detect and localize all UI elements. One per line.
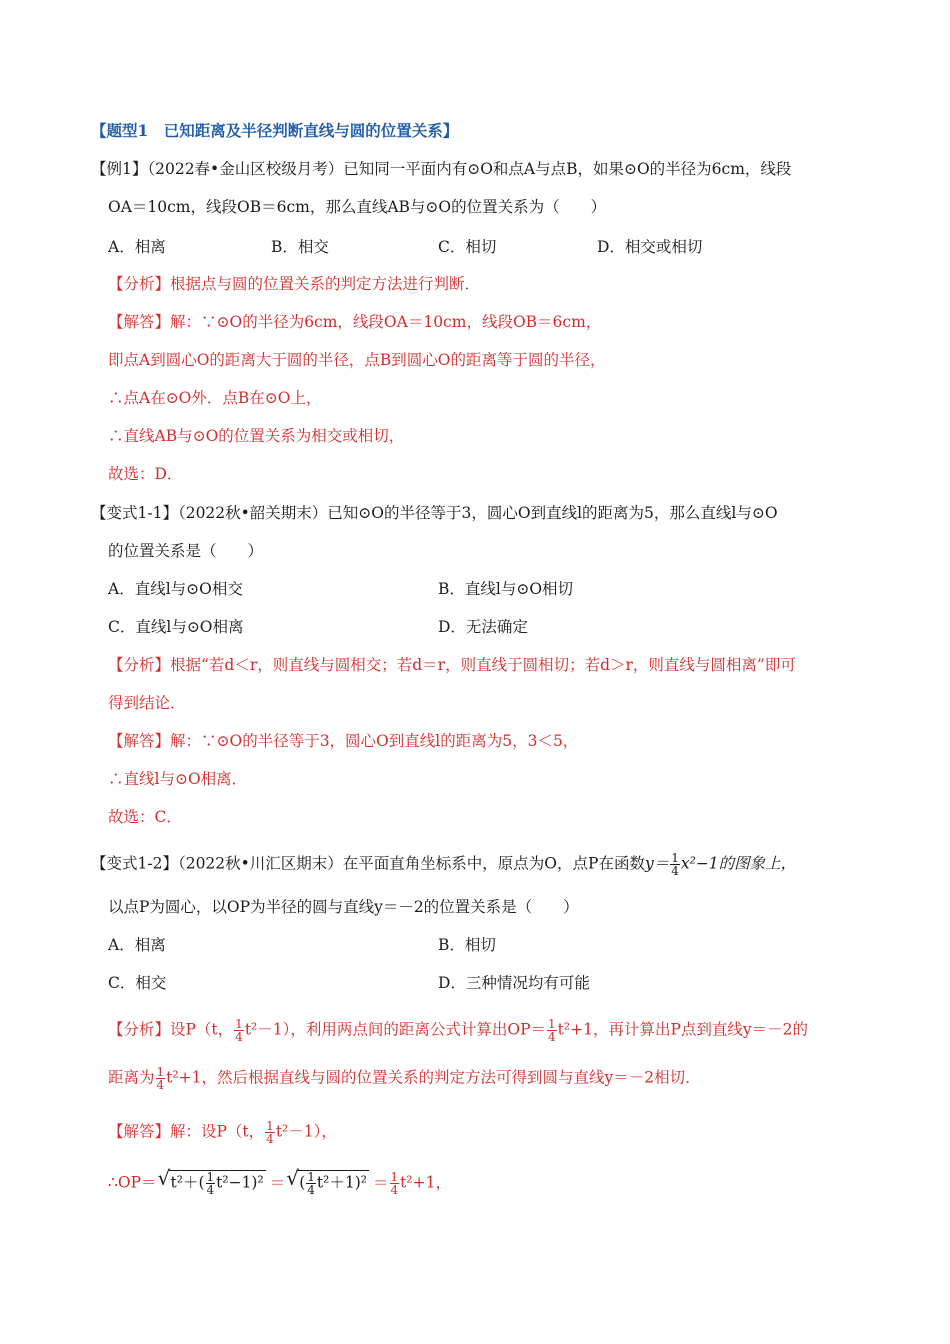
var12-answer-line1: 【解答】解：设P（t， $\frac{1}{4}$ t²－1），: [108, 1119, 337, 1146]
section-heading: 【题型1 已知距离及半径判断直线与圆的位置关系】: [91, 121, 459, 140]
var11-question-line2: 的位置关系是（ ）: [108, 542, 264, 560]
var12-option-b: B．相切: [438, 936, 496, 954]
sqrt-expression: √ ( $\frac{1}{4}$ t²＋1)²: [297, 1170, 369, 1196]
sqrt-expression: √ t²＋( $\frac{1}{4}$ t²−1)²: [169, 1170, 266, 1196]
var12-answer-line2: ∴OP＝√ t²＋( $\frac{1}{4}$ t²−1)² ＝√ ( $\frac{1}{4}$ t²＋1)² ＝ $\frac{1}{4}$ t²+1，: [108, 1170, 451, 1196]
var11-answer-line: ∴直线l与⊙O相离．: [108, 770, 248, 788]
ex1-analysis: 【分析】根据点与圆的位置关系的判定方法进行判断．: [108, 275, 481, 293]
var12-analysis-line1: 【分析】设P（t， $\frac{1}{4}$ t²－1），利用两点间的距离公式计算出OP＝ $\frac{1}{4}$ t²+1，再计算出P点到直线y＝－2的: [108, 1017, 808, 1044]
fraction: $\frac{1}{4}$: [156, 1065, 165, 1092]
fraction: $\frac{1}{4}$: [671, 851, 679, 878]
var11-option-c: C．直线l与⊙O相离: [108, 618, 244, 636]
fraction: $\frac{1}{4}$: [266, 1119, 274, 1146]
ex1-answer-line: 即点A到圆心O的距离大于圆的半径，点B到圆心O的距离等于圆的半径，: [108, 351, 606, 369]
var12-question-line1: 【变式1-2】（2022秋•川汇区期末）在平面直角坐标系中，原点为O，点P在函数y＝ $\frac{1}{4}$ x²−1的图象上，: [91, 851, 797, 878]
var11-answer-line: 故选：C．: [108, 808, 182, 826]
var12-question-line2: 以点P为圆心，以OP为半径的圆与直线y＝－2的位置关系是（ ）: [108, 898, 579, 916]
fraction: $\frac{1}{4}$: [307, 1170, 315, 1197]
var12-option-c: C．相交: [108, 974, 167, 992]
var11-analysis-line1: 【分析】根据“若d＜r，则直线与圆相交；若d＝r，则直线于圆相切；若d＞r，则直线与圆相离”即可: [108, 656, 796, 674]
ex1-answer-line: ∴直线AB与⊙O的位置关系为相交或相切，: [108, 427, 405, 445]
fraction: $\frac{1}{4}$: [206, 1170, 215, 1197]
ex1-answer-line: ∴点A在⊙O外．点B在⊙O上，: [108, 389, 322, 407]
var12-analysis-line2: 距离为 $\frac{1}{4}$ t²+1，然后根据直线与圆的位置关系的判定方法可得到圆与直线y＝－2相切．: [108, 1065, 701, 1092]
var11-option-a: A．直线l与⊙O相交: [108, 580, 243, 598]
fraction: $\frac{1}{4}$: [235, 1017, 243, 1044]
var12-option-d: D．三种情况均有可能: [438, 974, 590, 992]
fraction: $\frac{1}{4}$: [548, 1017, 556, 1044]
ex1-option-d: D．相交或相切: [597, 238, 703, 256]
var11-question-line1: 【变式1-1】（2022秋•韶关期末）已知⊙O的半径等于3，圆心O到直线l的距离为5，那么直线l与⊙O: [91, 504, 778, 522]
var12-option-a: A．相离: [108, 936, 166, 954]
ex1-question-line1: 【例1】（2022春•金山区校级月考）已知同一平面内有⊙O和点A与点B，如果⊙O的半径为6cm，线段: [91, 160, 792, 178]
ex1-question-line2: OA＝10cm，线段OB＝6cm，那么直线AB与⊙O的位置关系为（ ）: [108, 198, 607, 216]
ex1-answer-line: 故选：D．: [108, 465, 183, 483]
var11-option-d: D．无法确定: [438, 618, 528, 636]
ex1-option-a: A．相离: [108, 238, 166, 256]
fraction: $\frac{1}{4}$: [390, 1170, 399, 1197]
ex1-option-b: B．相交: [271, 238, 329, 256]
ex1-answer-line: 【解答】解：∵⊙O的半径为6cm，线段OA＝10cm，线段OB＝6cm，: [108, 313, 602, 331]
var11-analysis-line2: 得到结论．: [108, 694, 186, 712]
var11-option-b: B．直线l与⊙O相切: [438, 580, 574, 598]
var11-answer-line: 【解答】解：∵⊙O的半径等于3，圆心O到直线l的距离为5，3＜5，: [108, 732, 579, 750]
ex1-option-c: C．相切: [438, 238, 497, 256]
